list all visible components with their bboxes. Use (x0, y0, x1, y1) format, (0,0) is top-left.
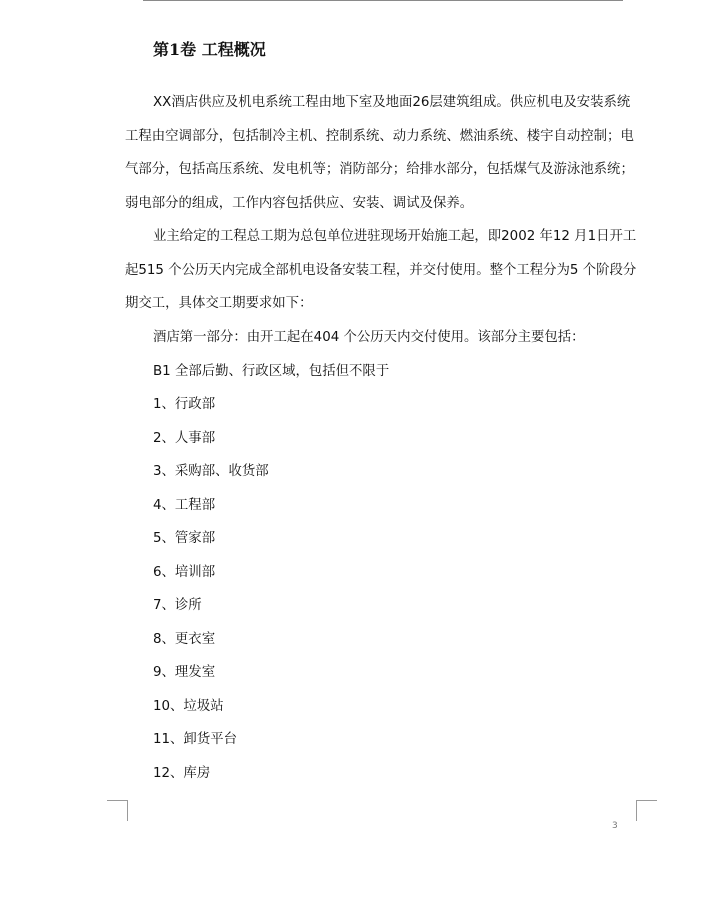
handover-list (153, 321, 585, 790)
list-item: 6、培训部 (153, 564, 216, 580)
section-title: 第1卷 工程概况 (153, 40, 266, 59)
list-item: 11、卸货平台 (153, 732, 237, 747)
list-item: 8、更衣室 (153, 631, 216, 647)
list-item: 12、库房 (153, 765, 211, 781)
list-item: 1、行政部 (153, 397, 216, 412)
list-item: 9、理发室 (153, 665, 216, 680)
list-item: 10、垃圾站 (153, 698, 224, 714)
list-item: 5、管家部 (153, 531, 216, 546)
header-rule (143, 0, 623, 1)
paragraph-overview: XX酒店供应及机电系统工程由地下室及地面26层建筑组成。供应机电及安装系统工程由空调部分，包括制冷主机、控制系统、动力系统、燃油系统、楼宇自动控制；电气部分，包括高压系统、发电机等；消防部分；给排水部分，包括煤气及游泳池系统；弱电部分的组成，工作内容包括供应、安装、调试及保养。 (125, 95, 634, 211)
list-item: B1 全部后勤、行政区域，包括但不限于 (153, 363, 390, 379)
list-item: 2、人事部 (153, 430, 216, 446)
margin-corner-left (107, 800, 128, 821)
paragraph-schedule: 业主给定的工程总工期为总包单位进驻现场开始施工起，即2002 年12 月1日开工起515 个公历天内完成全部机电设备安装工程，并交付使用。整个工程分为5 个阶段分期交工，具体交工期要求如下： (125, 229, 637, 311)
margin-corner-right (636, 800, 657, 821)
list-item: 4、工程部 (153, 497, 216, 513)
list-item: 3、采购部、收货部 (153, 464, 269, 479)
page-number: 3 (612, 821, 618, 831)
list-item: 7、诊所 (153, 598, 202, 613)
list-item: 酒店第一部分：由开工起在404 个公历天内交付使用。该部分主要包括： (153, 330, 585, 345)
